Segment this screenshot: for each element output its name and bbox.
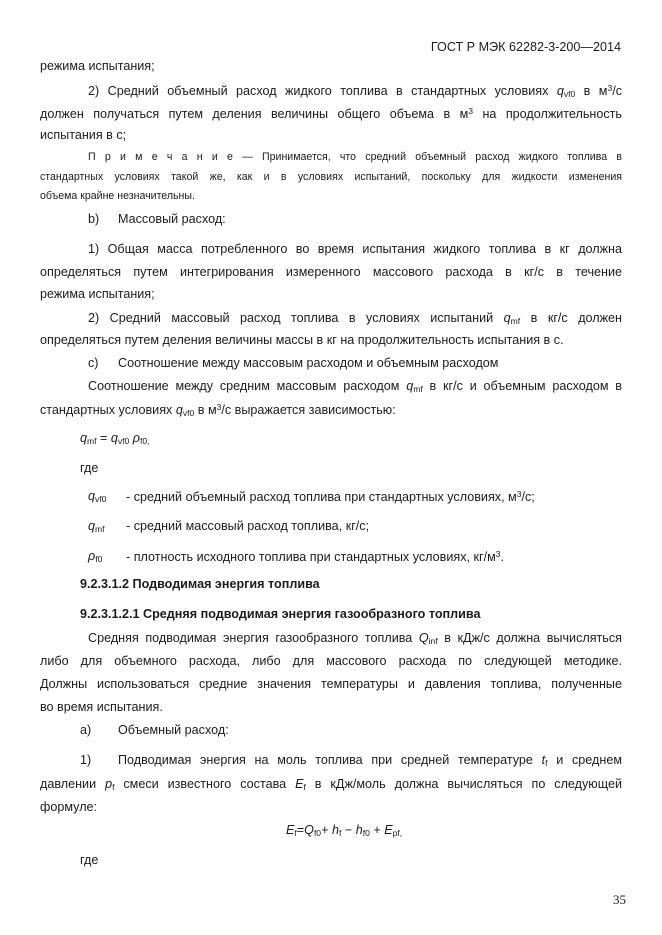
text-line: давлении $p_f$ смеси известного состава $E_f$ в кДж/моль должна вычисляться по следующей: [40, 777, 622, 793]
text-line: стандартных условиях $q_{vf0}$ в $м^3/с$ выражается зависимостью:: [40, 402, 396, 418]
text-line: 2) Средний массовый расход топлива в условиях испытаний $q_{mf}$ в кг/с должен: [88, 311, 622, 327]
def-symbol-qmf: $q_{mf}$: [88, 519, 105, 535]
where-label: где: [80, 461, 99, 475]
document-header: ГОСТ Р МЭК 62282-3-200—2014: [430, 40, 621, 54]
definition-text: - плотность исходного топлива при стандартных условиях, $кг/м^3$.: [126, 549, 505, 564]
text-line: 2) Средний объемный расход жидкого топлива в стандартных условиях $q_{vf0}$ в $м^3/с$: [88, 83, 622, 99]
formula-mass-volume: $q_{mf} = q_{vf0}$ $\rho_{f0,}$: [80, 431, 150, 447]
note-line: стандартных условиях такой же, как и в условиях испытаний, поскольку для жидкости изменения: [40, 171, 622, 183]
list-label: Массовый расход:: [118, 212, 226, 226]
text-line: во время испытания.: [40, 700, 163, 714]
definition-text: - средний массовый расход топлива, кг/с;: [126, 519, 370, 533]
list-label: Объемный расход:: [118, 723, 229, 737]
text-line: Подводимая энергия на моль топлива при средней температуре $t_f$ и среднем: [118, 753, 622, 769]
subsection-heading: 9.2.3.1.2.1 Средняя подводимая энергия газообразного топлива: [80, 607, 481, 621]
where-label: где: [80, 853, 99, 867]
text-line: должен получаться путем деления величины общего объема в $м^3$ на продолжительность: [40, 106, 622, 121]
list-marker: а): [80, 723, 92, 737]
def-symbol-rhof0: $\rho_{f0}$: [88, 549, 103, 565]
list-marker: b): [88, 212, 100, 226]
text-line: 1) Общая масса потребленного во время испытания жидкого топлива в кг должна: [88, 242, 622, 256]
text-line: формуле:: [40, 800, 98, 814]
text-line: режима испытания;: [40, 59, 155, 73]
text-line: либо для объемного расхода, либо для массового расхода по следующей методике.: [40, 654, 622, 668]
text-line: Соотношение между средним массовым расходом $q_{mf}$ в кг/с и объемным расходом в: [88, 379, 623, 395]
note-line: П р и м е ч а н и е — Принимается, что средний объемный расход жидкого топлива в: [88, 151, 622, 163]
text-line: Должны использоваться средние значения температуры и давления топлива, полученные: [40, 677, 622, 691]
list-marker: 1): [80, 753, 92, 767]
text-line: Средняя подводимая энергия газообразного топлива $Q_{inf}$ в кДж/с должна вычисляться: [88, 631, 622, 647]
text-line: определяться путем деления величины массы в кг на продолжительность испытания в с.: [40, 333, 564, 347]
definition-text: - средний объемный расход топлива при стандартных условиях, $м^3/с$;: [126, 489, 535, 504]
page-number: 35: [613, 892, 626, 907]
list-label: Соотношение между массовым расходом и объемным расходом: [118, 356, 499, 370]
section-heading: 9.2.3.1.2 Подводимая энергия топлива: [80, 577, 320, 591]
text-line: определяться путем интегрирования измеренного массового расхода в кг/с в течение: [40, 265, 622, 279]
def-symbol-qvf0: $q_{vf0}$: [88, 489, 107, 505]
formula-energy-per-mole: $E_f=Q_{f0}+ h_f - h_{f0} + E_{pf,}$: [286, 823, 403, 839]
note-line: объема крайне незначительны.: [40, 190, 195, 202]
text-line: испытания в с;: [40, 128, 127, 142]
text-line: режима испытания;: [40, 287, 155, 301]
list-marker: c): [88, 356, 99, 370]
